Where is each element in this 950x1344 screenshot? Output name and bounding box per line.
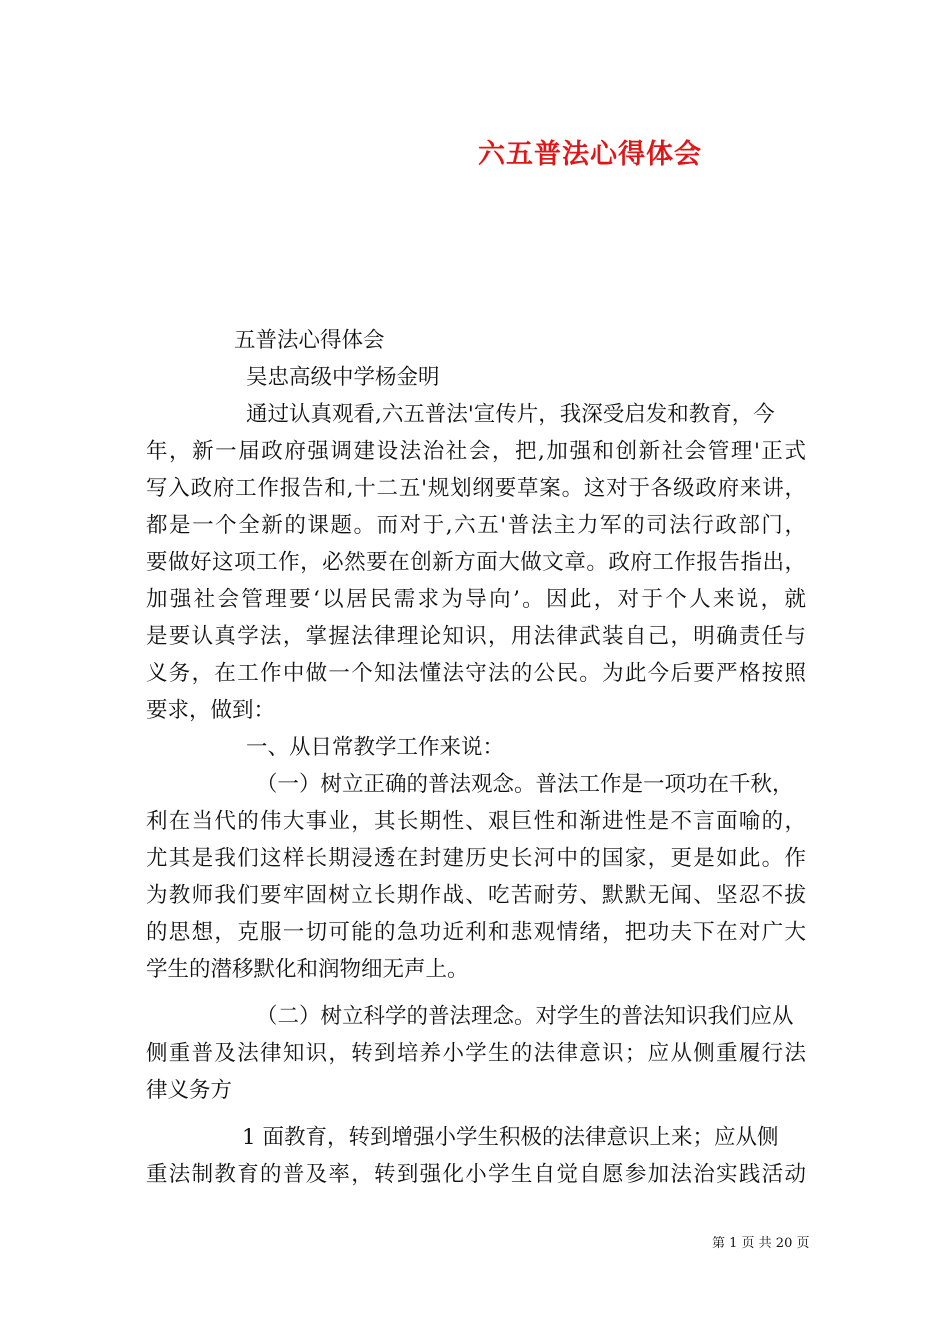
paragraph-line: 都是一个全新的课题。而对于,六五'普法主力军的司法行政部门， [146, 513, 806, 538]
document-subtitle: 五普法心得体会 [234, 328, 385, 353]
paragraph-line: （二）树立科学的普法理念。对学生的普法知识我们应从 [256, 1004, 794, 1029]
paragraph-line: 加强社会管理要‘以居民需求为导向’。因此，对于个人来说，就 [146, 587, 806, 612]
paragraph-line: 要求，做到： [146, 698, 276, 723]
paragraph-line: 为教师我们要牢固树立长期作战、吃苦耐劳、默默无闻、坚忍不拔 [146, 883, 806, 908]
paragraph-line: 义务，在工作中做一个知法懂法守法的公民。为此今后要严格按照 [146, 661, 806, 686]
paragraph-line: （一）树立正确的普法观念。普法工作是一项功在千秋， [256, 772, 794, 797]
author-line: 吴忠高级中学杨金明 [246, 365, 440, 390]
paragraph-line: 年，新一届政府强调建设法治社会，把,加强和创新社会管理'正式 [146, 439, 806, 464]
paragraph-line: 是要认真学法，掌握法律理论知识，用法律武装自己，明确责任与 [146, 624, 806, 649]
page-number: 第 1 页 共 20 页 [712, 1236, 810, 1251]
document-body [146, 322, 806, 1193]
paragraph-line: 侧重普及法律知识，转到培养小学生的法律意识；应从侧重履行法 [146, 1041, 806, 1066]
paragraph-line: 尤其是我们这样长期浸透在封建历史长河中的国家，更是如此。作 [146, 846, 806, 871]
section-heading: 一、从日常教学工作来说： [246, 735, 505, 760]
paragraph-line: 1 面教育，转到增强小学生积极的法律意识上来；应从侧 [242, 1125, 779, 1150]
paragraph-line: 写入政府工作报告和,十二五'规划纲要草案。这对于各级政府来讲， [146, 476, 806, 501]
paragraph-line: 的思想，克服一切可能的急功近利和悲观情绪，把功夫下在对广大 [146, 920, 806, 945]
paragraph-line: 重法制教育的普及率，转到强化小学生自觉自愿参加法治实践活动 [146, 1162, 806, 1187]
document-title: 六五普法心得体会 [478, 139, 702, 170]
paragraph-line: 要做好这项工作，必然要在创新方面大做文章。政府工作报告指出， [146, 550, 806, 575]
paragraph-line: 通过认真观看,六五普法'宣传片，我深受启发和教育，今 [246, 402, 775, 427]
paragraph-line: 学生的潜移默化和润物细无声上。 [146, 957, 469, 982]
paragraph-line: 利在当代的伟大事业，其长期性、艰巨性和渐进性是不言面喻的， [146, 809, 806, 834]
paragraph-line: 律义务方 [146, 1078, 233, 1103]
